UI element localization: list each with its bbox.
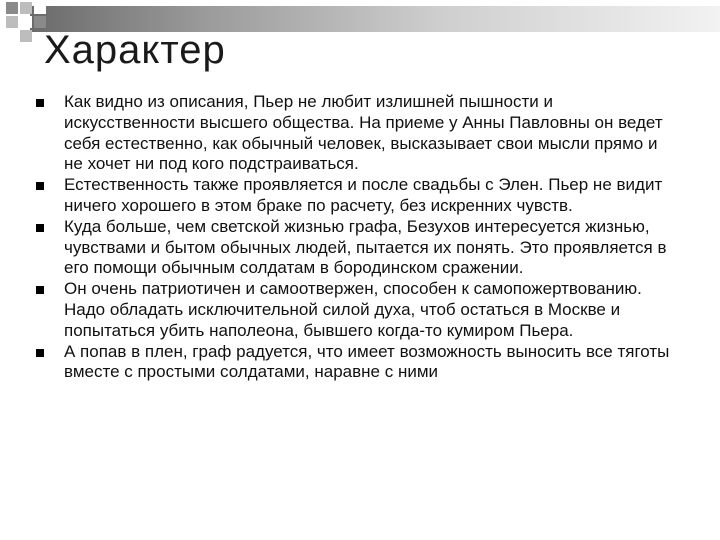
decor-square [34, 16, 46, 28]
decor-square [6, 30, 18, 42]
bullet-square-icon [36, 99, 44, 107]
bullet-square-icon [36, 224, 44, 232]
bullet-square-icon [36, 182, 44, 190]
decor-square [20, 30, 32, 42]
bullet-text: Естественность также проявляется и после свадьбы с Элен. Пьер не видит ничего хорошего в этом браке по расчету, без искренних чувств. [64, 175, 663, 215]
bullet-square-icon [36, 286, 44, 294]
bullet-text: Как видно из описания, Пьер не любит излишней пышности и искусственности высшего общества. На приеме у Анны Павловны он ведет себя естественно, как обычный человек, высказывает свои мысли прямо и не хочет ни под кого подстраиваться. [64, 92, 663, 174]
bullet-list [36, 92, 676, 383]
list-item [36, 342, 676, 384]
decor-square [6, 2, 18, 14]
slide-title: Характер [44, 28, 226, 72]
decor-square [34, 2, 46, 14]
bullet-text: А попав в плен, граф радуется, что имеет возможность выносить все тяготы вместе с простыми солдатами, наравне с ними [64, 341, 670, 382]
bullet-square-icon [36, 349, 44, 357]
decor-square [20, 16, 32, 28]
decor-square [6, 16, 18, 28]
list-item [36, 279, 676, 341]
bullet-text: Он очень патриотичен и самоотвержен, способен к самопожертвованию. Надо обладать исключительной силой духа, чтоб остаться в Москве и попытаться убить наполеона, бывшего когда-то кумиром Пьера. [64, 279, 642, 340]
bullet-text: Куда больше, чем светской жизнью графа, Безухов интересуется жизнью, чувствами и бытом обычных людей, пытается их понять. Это проявляется в его помощи обычным солдатам в бородинском сражении. [64, 216, 667, 278]
list-item [36, 175, 676, 217]
decor-square [20, 2, 32, 14]
list-item [36, 217, 676, 279]
list-item [36, 92, 676, 175]
